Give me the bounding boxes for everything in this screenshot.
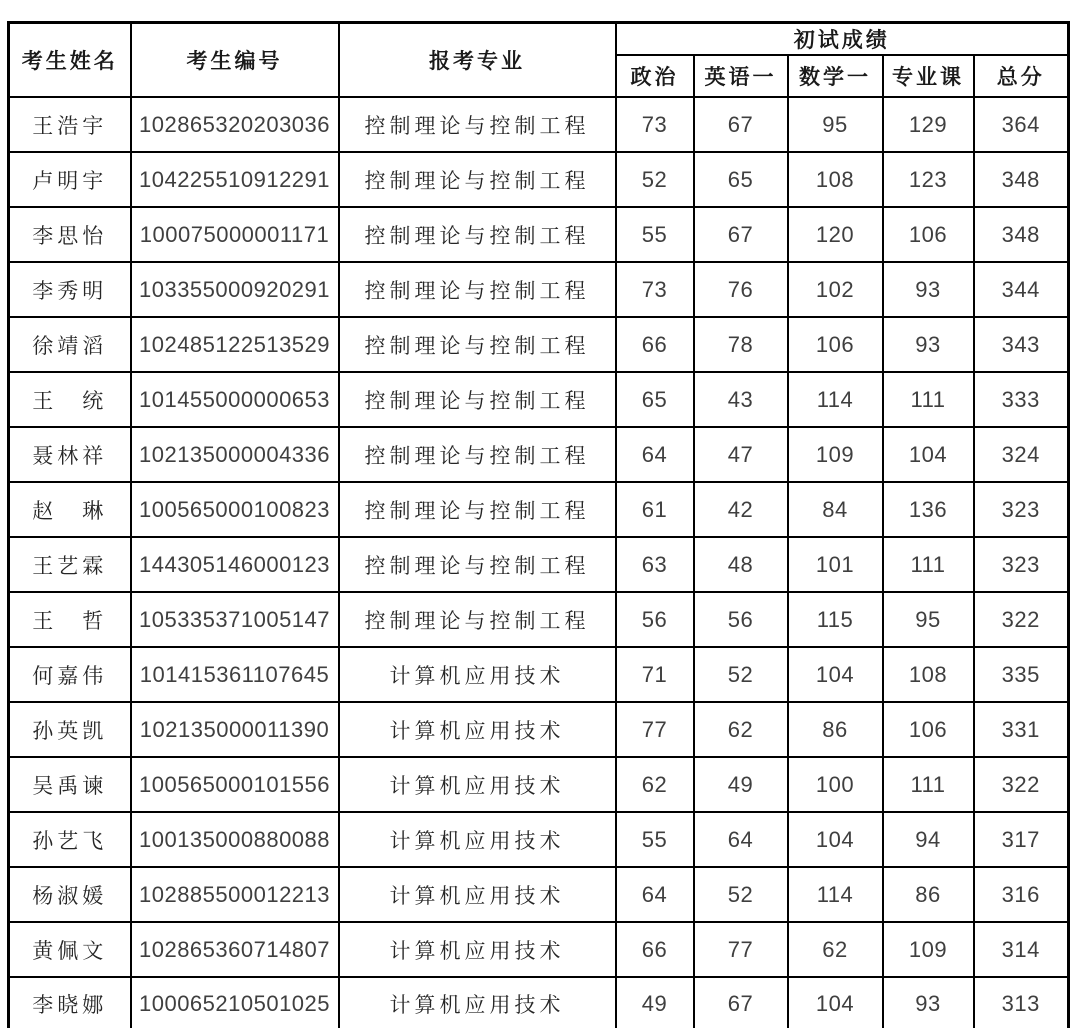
table-row <box>9 812 1069 867</box>
cell-specialty-score: 94 <box>883 812 974 867</box>
cell-total-score: 333 <box>974 372 1069 427</box>
cell-candidate-id: 102865320203036 <box>131 97 339 152</box>
cell-total-score: 313 <box>974 977 1069 1028</box>
cell-politics-score: 49 <box>616 977 694 1028</box>
cell-math-score: 102 <box>788 262 883 317</box>
cell-total-score: 335 <box>974 647 1069 702</box>
cell-specialty-score: 86 <box>883 867 974 922</box>
cell-candidate-id: 102865360714807 <box>131 922 339 977</box>
cell-major: 控制理论与控制工程 <box>339 482 616 537</box>
header-politics: 政治 <box>616 55 694 97</box>
cell-candidate-id: 105335371005147 <box>131 592 339 647</box>
cell-candidate-name: 王浩宇 <box>9 97 131 152</box>
cell-math-score: 86 <box>788 702 883 757</box>
cell-major: 计算机应用技术 <box>339 647 616 702</box>
cell-math-score: 84 <box>788 482 883 537</box>
cell-politics-score: 55 <box>616 207 694 262</box>
cell-candidate-name: 聂林祥 <box>9 427 131 482</box>
header-candidate-id: 考生编号 <box>131 23 339 98</box>
cell-math-score: 120 <box>788 207 883 262</box>
cell-math-score: 114 <box>788 867 883 922</box>
cell-math-score: 104 <box>788 812 883 867</box>
cell-total-score: 343 <box>974 317 1069 372</box>
cell-candidate-name: 杨淑媛 <box>9 867 131 922</box>
cell-candidate-name: 孙艺飞 <box>9 812 131 867</box>
cell-candidate-name: 王艺霖 <box>9 537 131 592</box>
cell-english-score: 49 <box>694 757 788 812</box>
cell-english-score: 77 <box>694 922 788 977</box>
table-row <box>9 152 1069 207</box>
cell-politics-score: 65 <box>616 372 694 427</box>
cell-candidate-name: 卢明宇 <box>9 152 131 207</box>
cell-politics-score: 66 <box>616 317 694 372</box>
cell-specialty-score: 93 <box>883 317 974 372</box>
cell-total-score: 324 <box>974 427 1069 482</box>
cell-candidate-id: 103355000920291 <box>131 262 339 317</box>
header-candidate-name: 考生姓名 <box>9 23 131 98</box>
cell-politics-score: 73 <box>616 97 694 152</box>
cell-politics-score: 63 <box>616 537 694 592</box>
table-row <box>9 757 1069 812</box>
cell-english-score: 67 <box>694 207 788 262</box>
cell-english-score: 67 <box>694 97 788 152</box>
header-specialty-course: 专业课 <box>883 55 974 97</box>
cell-math-score: 95 <box>788 97 883 152</box>
cell-english-score: 43 <box>694 372 788 427</box>
cell-candidate-id: 102135000004336 <box>131 427 339 482</box>
cell-specialty-score: 93 <box>883 262 974 317</box>
header-english: 英语一 <box>694 55 788 97</box>
table-row <box>9 262 1069 317</box>
cell-candidate-id: 102885500012213 <box>131 867 339 922</box>
cell-english-score: 76 <box>694 262 788 317</box>
cell-major: 控制理论与控制工程 <box>339 207 616 262</box>
cell-major: 控制理论与控制工程 <box>339 372 616 427</box>
cell-total-score: 331 <box>974 702 1069 757</box>
exam-score-table <box>7 21 1070 1028</box>
cell-specialty-score: 106 <box>883 702 974 757</box>
table-row <box>9 207 1069 262</box>
cell-math-score: 114 <box>788 372 883 427</box>
cell-politics-score: 62 <box>616 757 694 812</box>
cell-candidate-id: 104225510912291 <box>131 152 339 207</box>
cell-total-score: 348 <box>974 207 1069 262</box>
cell-math-score: 101 <box>788 537 883 592</box>
cell-major: 计算机应用技术 <box>339 702 616 757</box>
cell-politics-score: 55 <box>616 812 694 867</box>
cell-specialty-score: 129 <box>883 97 974 152</box>
table-header <box>9 23 1069 98</box>
table-row <box>9 372 1069 427</box>
cell-english-score: 64 <box>694 812 788 867</box>
cell-specialty-score: 136 <box>883 482 974 537</box>
cell-candidate-id: 101455000000653 <box>131 372 339 427</box>
cell-major: 控制理论与控制工程 <box>339 317 616 372</box>
cell-math-score: 62 <box>788 922 883 977</box>
cell-candidate-id: 101415361107645 <box>131 647 339 702</box>
cell-total-score: 348 <box>974 152 1069 207</box>
cell-candidate-id: 102135000011390 <box>131 702 339 757</box>
header-major: 报考专业 <box>339 23 616 98</box>
cell-total-score: 322 <box>974 757 1069 812</box>
cell-major: 计算机应用技术 <box>339 977 616 1028</box>
cell-candidate-name: 王 哲 <box>9 592 131 647</box>
cell-politics-score: 71 <box>616 647 694 702</box>
cell-candidate-name: 王 统 <box>9 372 131 427</box>
cell-candidate-id: 100565000100823 <box>131 482 339 537</box>
cell-politics-score: 66 <box>616 922 694 977</box>
header-math: 数学一 <box>788 55 883 97</box>
cell-english-score: 67 <box>694 977 788 1028</box>
cell-candidate-name: 孙英凯 <box>9 702 131 757</box>
cell-major: 控制理论与控制工程 <box>339 592 616 647</box>
cell-candidate-id: 100075000001171 <box>131 207 339 262</box>
cell-english-score: 62 <box>694 702 788 757</box>
cell-politics-score: 56 <box>616 592 694 647</box>
cell-major: 控制理论与控制工程 <box>339 537 616 592</box>
header-scores-group: 初试成绩 <box>616 23 1069 56</box>
table-row <box>9 867 1069 922</box>
cell-math-score: 104 <box>788 647 883 702</box>
table-body <box>9 97 1069 1028</box>
cell-candidate-id: 100135000880088 <box>131 812 339 867</box>
cell-candidate-id: 100065210501025 <box>131 977 339 1028</box>
cell-politics-score: 77 <box>616 702 694 757</box>
cell-specialty-score: 123 <box>883 152 974 207</box>
cell-politics-score: 64 <box>616 427 694 482</box>
cell-math-score: 106 <box>788 317 883 372</box>
cell-major: 控制理论与控制工程 <box>339 262 616 317</box>
cell-math-score: 100 <box>788 757 883 812</box>
cell-specialty-score: 95 <box>883 592 974 647</box>
cell-total-score: 317 <box>974 812 1069 867</box>
cell-total-score: 323 <box>974 537 1069 592</box>
cell-math-score: 109 <box>788 427 883 482</box>
cell-specialty-score: 93 <box>883 977 974 1028</box>
cell-candidate-name: 何嘉伟 <box>9 647 131 702</box>
cell-english-score: 78 <box>694 317 788 372</box>
cell-candidate-name: 徐靖滔 <box>9 317 131 372</box>
cell-major: 计算机应用技术 <box>339 812 616 867</box>
table-row <box>9 647 1069 702</box>
cell-total-score: 316 <box>974 867 1069 922</box>
cell-english-score: 56 <box>694 592 788 647</box>
cell-math-score: 115 <box>788 592 883 647</box>
cell-politics-score: 52 <box>616 152 694 207</box>
table-row <box>9 592 1069 647</box>
cell-specialty-score: 108 <box>883 647 974 702</box>
cell-math-score: 104 <box>788 977 883 1028</box>
header-total: 总分 <box>974 55 1069 97</box>
cell-major: 计算机应用技术 <box>339 867 616 922</box>
cell-specialty-score: 111 <box>883 372 974 427</box>
cell-specialty-score: 109 <box>883 922 974 977</box>
cell-english-score: 47 <box>694 427 788 482</box>
cell-candidate-name: 李晓娜 <box>9 977 131 1028</box>
cell-total-score: 323 <box>974 482 1069 537</box>
table-row <box>9 537 1069 592</box>
cell-major: 控制理论与控制工程 <box>339 427 616 482</box>
table-row <box>9 922 1069 977</box>
cell-total-score: 314 <box>974 922 1069 977</box>
cell-candidate-id: 100565000101556 <box>131 757 339 812</box>
table-row <box>9 317 1069 372</box>
cell-candidate-name: 黄佩文 <box>9 922 131 977</box>
cell-specialty-score: 106 <box>883 207 974 262</box>
cell-candidate-name: 李秀明 <box>9 262 131 317</box>
cell-specialty-score: 111 <box>883 537 974 592</box>
cell-specialty-score: 104 <box>883 427 974 482</box>
table-row <box>9 977 1069 1028</box>
cell-english-score: 48 <box>694 537 788 592</box>
cell-candidate-id: 144305146000123 <box>131 537 339 592</box>
cell-major: 计算机应用技术 <box>339 757 616 812</box>
cell-math-score: 108 <box>788 152 883 207</box>
cell-specialty-score: 111 <box>883 757 974 812</box>
cell-english-score: 52 <box>694 647 788 702</box>
table-row <box>9 97 1069 152</box>
table-row <box>9 427 1069 482</box>
cell-politics-score: 61 <box>616 482 694 537</box>
cell-candidate-name: 吴禹谏 <box>9 757 131 812</box>
cell-english-score: 65 <box>694 152 788 207</box>
cell-candidate-name: 李思怡 <box>9 207 131 262</box>
cell-english-score: 42 <box>694 482 788 537</box>
cell-candidate-name: 赵 琳 <box>9 482 131 537</box>
table-row <box>9 702 1069 757</box>
cell-english-score: 52 <box>694 867 788 922</box>
table-row <box>9 482 1069 537</box>
cell-candidate-id: 102485122513529 <box>131 317 339 372</box>
cell-total-score: 364 <box>974 97 1069 152</box>
cell-total-score: 322 <box>974 592 1069 647</box>
cell-major: 控制理论与控制工程 <box>339 97 616 152</box>
cell-major: 计算机应用技术 <box>339 922 616 977</box>
cell-total-score: 344 <box>974 262 1069 317</box>
cell-politics-score: 73 <box>616 262 694 317</box>
cell-major: 控制理论与控制工程 <box>339 152 616 207</box>
cell-politics-score: 64 <box>616 867 694 922</box>
